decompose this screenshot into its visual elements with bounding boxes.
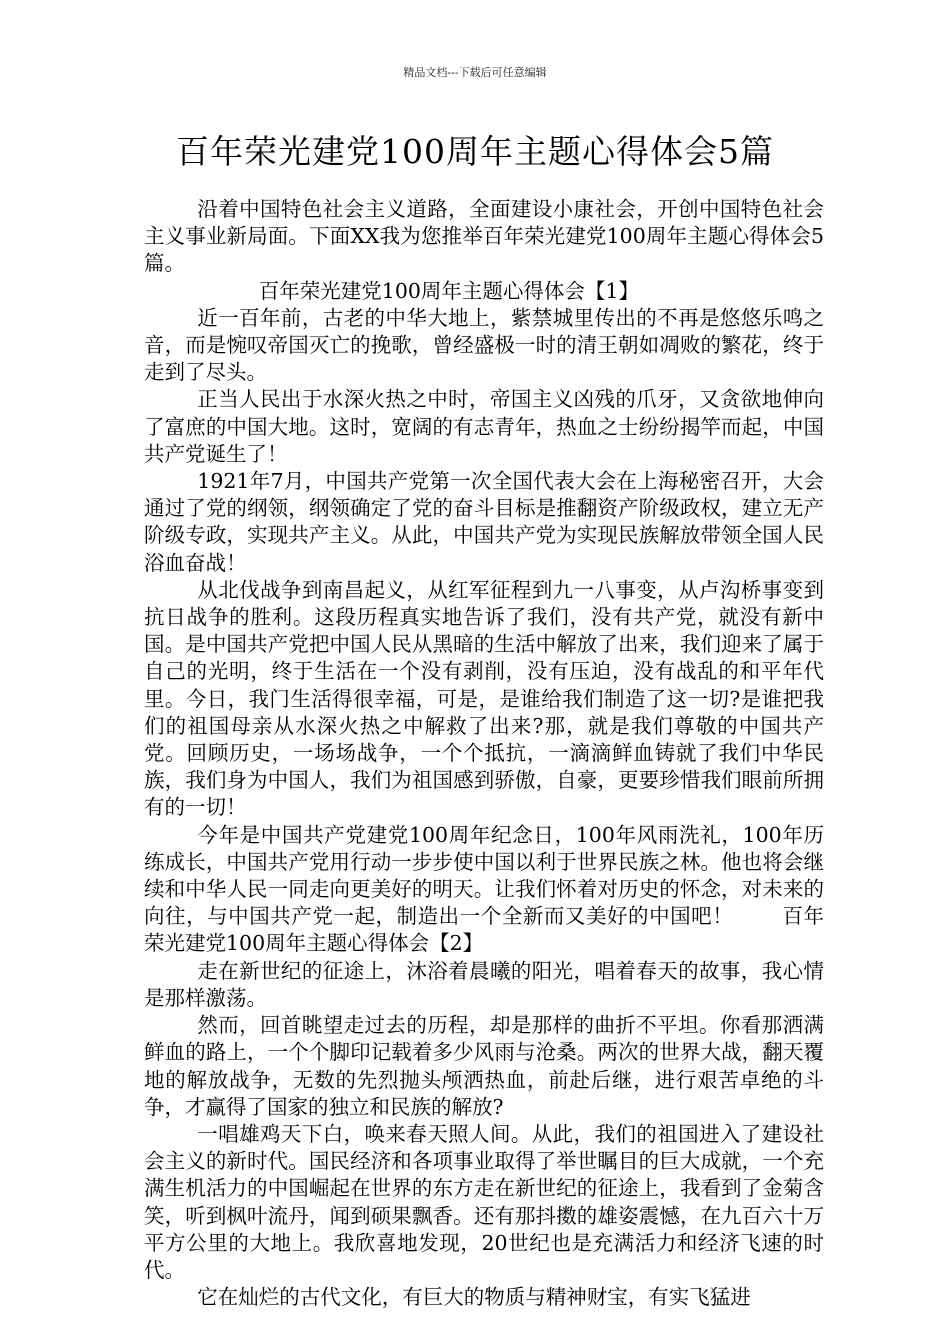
section-1-closing-text: 今年是中国共产党建党100周年纪念日，100年风雨洗礼，100年历练成长，中国共产党用行动一步步使中国以利于世界民族之林。他也将会继续和中华人民一同走向更美好的明天。让我们怀着对历史的怀念，对未来的向往，与中国共产党一起，制造出一个全新而又美好的中国吧！ [144, 822, 824, 929]
section-2-paragraph: 然而，回首眺望走过去的历程，却是那样的曲折不平坦。你看那洒满鲜血的路上，一个个脚印记载着多少风雨与沧桑。两次的世界大战，翻天覆地的解放战争，无数的先烈抛头颅洒热血，前赴后继，进行艰苦卓绝的斗争，才赢得了国家的独立和民族的解放? [144, 1013, 824, 1119]
page-title: 百年荣光建党100周年主题心得体会5篇 [176, 132, 774, 171]
section-1-paragraph: 正当人民出于水深火热之中时，帝国主义凶残的爪牙，又贪欲地伸向了富庶的中国大地。这时，宽阔的有志青年，热血之士纷纷揭竿而起，中国共产党诞生了！ [144, 387, 824, 466]
section-1-paragraph: 从北伐战争到南昌起义，从红军征程到九一八事变，从卢沟桥事变到抗日战争的胜利。这段历程真实地告诉了我们，没有共产党，就没有新中国。是中国共产党把中国人民从黑暗的生活中解放了出来，我们迎来了属于自己的光明，终于生活在一个没有剥削，没有压迫，没有战乱的和平年代里。今日，我门生活得很幸福，可是，是谁给我们制造了这一切?是谁把我们的祖国母亲从水深火热之中解救了出来?那，就是我们尊敬的中国共产党。回顾历史，一场场战争，一个个抵抗，一滴滴鲜血铸就了我们中华民族，我们身为中国人，我们为祖国感到骄傲，自豪，更要珍惜我们眼前所拥有的一切！ [144, 577, 824, 820]
section-1-paragraph: 近一百年前，古老的中华大地上，紫禁城里传出的不再是悠悠乐鸣之音，而是惋叹帝国灭亡的挽歌，曾经盛极一时的清王朝如凋败的繁花，终于走到了尽头。 [144, 305, 824, 385]
page-header: 精品文档---下载后可任意编辑 [403, 66, 547, 79]
section-1-closing-paragraph [144, 822, 824, 958]
section-2-paragraph: 走在新世纪的征途上，沐浴着晨曦的阳光，唱着春天的故事，我心情是那样激荡。 [144, 958, 824, 1010]
section-2-heading: 百年荣光建党100周年主题心得体会【2】 [144, 904, 824, 956]
section-1-heading: 百年荣光建党100周年主题心得体会【1】 [258, 278, 639, 303]
section-2-paragraph: 它在灿烂的古代文化，有巨大的物质与精神财宝，有实飞猛进 [197, 1285, 751, 1310]
section-2-paragraph: 一唱雄鸡天下白，唤来春天照人间。从此，我们的祖国进入了建设社会主义的新时代。国民经济和各项事业取得了举世瞩目的巨大成就，一个充满生机活力的中国崛起在世界的东方走在新世纪的征途上，我看到了金菊含笑，听到枫叶流丹，闻到硕果飘香。还有那抖擞的雄姿震憾，在九百六十万平方公里的大地上。我欣喜地发现，20世纪也是充满活力和经济飞速的时代。 [144, 1121, 824, 1282]
section-1-paragraph: 1921年7月，中国共产党第一次全国代表大会在上海秘密召开，大会通过了党的纲领，纲领确定了党的奋斗目标是推翻资产阶级政权，建立无产阶级专政，实现共产主义。从此，中国共产党为实现民族解放带领全国人民浴血奋战！ [144, 469, 824, 575]
document-body [144, 196, 824, 1311]
intro-paragraph: 沿着中国特色社会主义道路，全面建设小康社会，开创中国特色社会主义事业新局面。下面XX我为您推举百年荣光建党100周年主题心得体会5篇。 [144, 197, 824, 276]
